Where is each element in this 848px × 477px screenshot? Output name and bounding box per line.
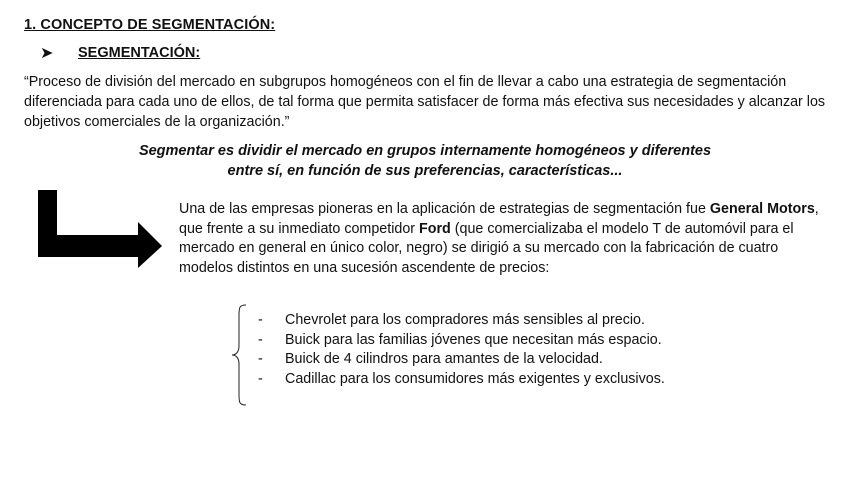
bent-arrow-icon bbox=[38, 188, 162, 270]
emphasis-statement bbox=[60, 141, 790, 181]
general-motors-paragraph bbox=[179, 200, 829, 278]
paragraph-text-2: , que frente a su inmediato competidor bbox=[179, 201, 819, 237]
definition-quote: “Proceso de división del mercado en subgrupos homogéneos con el fin de llevar a cabo una estrategia de segmentación diferenciada para cada uno de ellos, de tal forma que permita satisfacer de forma más efectiva sus necesidades y alcanzar los objetivos comerciales de la organización.” bbox=[24, 74, 826, 130]
list-item-text: Chevrolet para los compradores más sensibles al precio. bbox=[285, 312, 645, 328]
list-item bbox=[258, 370, 665, 390]
company-general-motors: General Motors bbox=[709, 201, 815, 217]
list-item bbox=[258, 350, 665, 370]
emphasis-line-1: Segmentar es dividir el mercado en grupos internamente homogéneos y diferentes bbox=[138, 143, 712, 159]
arrowhead-bullet-icon: ➤ bbox=[40, 45, 54, 62]
list-item bbox=[258, 331, 665, 351]
list-item-text: Buick para las familias jóvenes que necesitan más espacio. bbox=[285, 331, 662, 348]
subheading-row bbox=[40, 43, 200, 63]
company-ford: Ford bbox=[419, 220, 451, 237]
paragraph-text-1: Una de las empresas pioneras en la aplicación de estrategias de segmentación fue bbox=[179, 201, 710, 217]
models-list bbox=[258, 311, 665, 389]
list-item-text: Cadillac para los consumidores más exigentes y exclusivos. bbox=[285, 370, 665, 387]
list-item bbox=[258, 311, 665, 331]
list-item-text: Buick de 4 cilindros para amantes de la velocidad. bbox=[285, 351, 603, 367]
paragraph-text-3: (que comercializaba el modelo T de automóvil para el mercado en general en único color, negro) se dirigió a su mercado con la fabricación de cuatro modelos distintos en una sucesión ascendente de precios: bbox=[179, 220, 794, 276]
dash-bullet: - bbox=[258, 351, 263, 367]
dash-bullet: - bbox=[258, 331, 263, 348]
curly-brace-icon bbox=[230, 304, 250, 406]
section-heading: 1. CONCEPTO DE SEGMENTACIÓN: bbox=[24, 17, 276, 33]
subheading: SEGMENTACIÓN: bbox=[78, 45, 201, 61]
emphasis-line-2: entre sí, en función de sus preferencias, características... bbox=[227, 163, 623, 179]
dash-bullet: - bbox=[258, 312, 263, 328]
dash-bullet: - bbox=[258, 370, 263, 387]
